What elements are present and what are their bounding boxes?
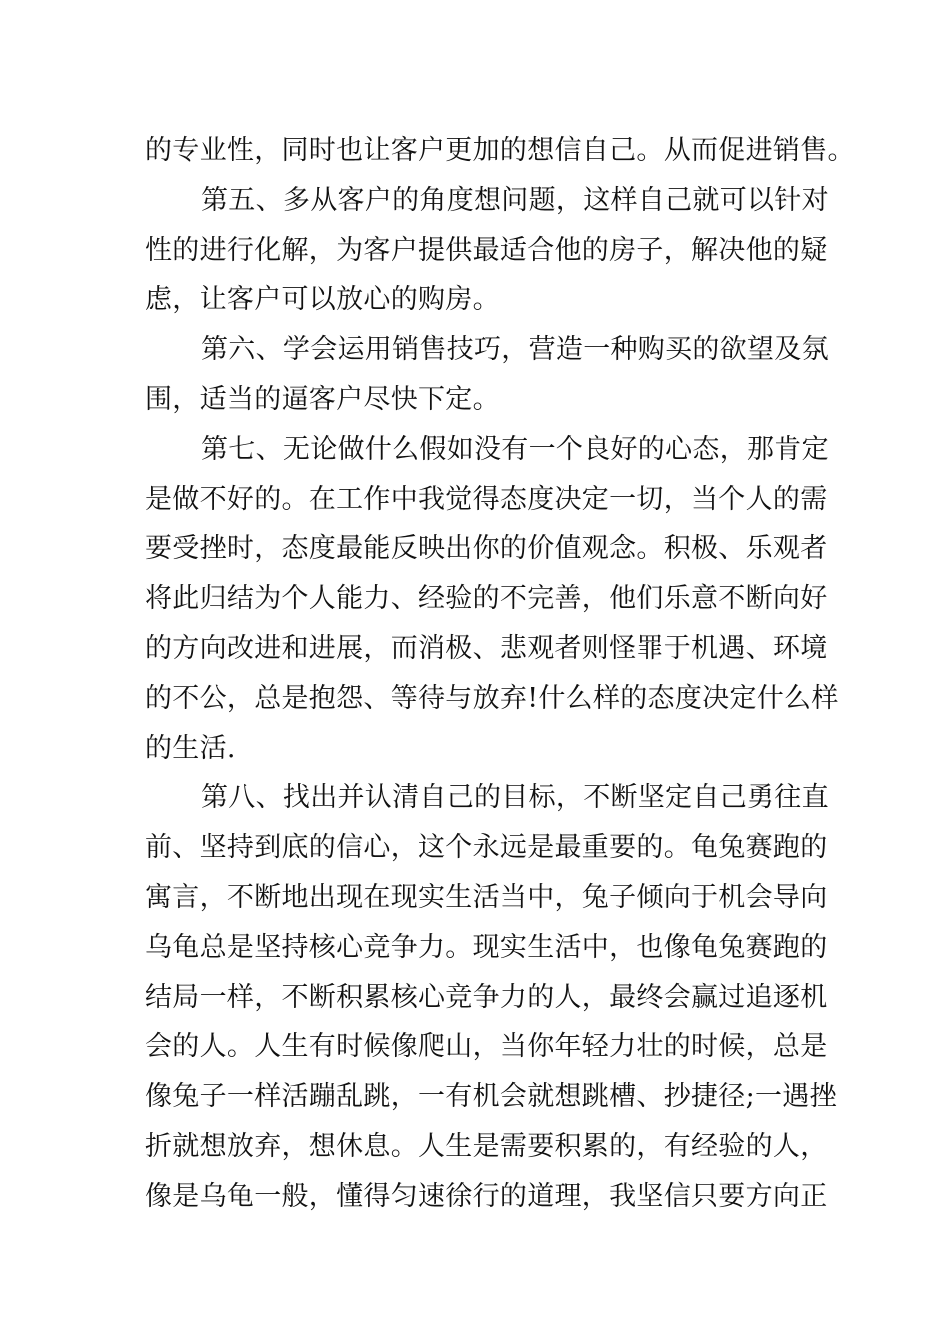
text-line: 第六、学会运用销售技巧，营造一种购买的欲望及氛 — [201, 334, 829, 366]
text-line: 像是乌龟一般，懂得匀速徐行的道理，我坚信只要方向正 — [145, 1180, 828, 1212]
text-line: 的专业性，同时也让客户更加的想信自己。从而促进销售。 — [145, 135, 855, 166]
text-line: 是做不好的。在工作中我觉得态度决定一切，当个人的需 — [145, 483, 828, 515]
text-line: 性的进行化解，为客户提供最适合他的房子，解决他的疑 — [145, 234, 828, 266]
text-line: 前、坚持到底的信心，这个永远是最重要的。龟兔赛跑的 — [145, 832, 828, 864]
body-text — [145, 126, 855, 1222]
text-line: 围，适当的逼客户尽快下定。 — [145, 383, 500, 415]
text-line: 的不公，总是抱怨、等待与放弃!什么样的态度决定什么样 — [145, 682, 839, 714]
text-line: 第八、找出并认清自己的目标，不断坚定自己勇往直 — [201, 782, 829, 814]
text-line: 像兔子一样活蹦乱跳，一有机会就想跳槽、抄捷径;一遇挫 — [145, 1081, 837, 1113]
text-line: 结局一样，不断积累核心竞争力的人，最终会赢过追逐机 — [145, 981, 828, 1013]
text-line: 乌龟总是坚持核心竞争力。现实生活中，也像龟兔赛跑的 — [145, 931, 828, 963]
text-line: 第七、无论做什么假如没有一个良好的心态，那肯定 — [201, 433, 829, 465]
text-line: 第五、多从客户的角度想问题，这样自己就可以针对 — [201, 184, 829, 216]
text-line: 的生活. — [145, 732, 236, 764]
text-line: 要受挫时，态度最能反映出你的价值观念。积极、乐观者 — [145, 533, 828, 565]
text-line: 虑，让客户可以放心的购房。 — [145, 284, 500, 316]
text-line: 会的人。人生有时候像爬山，当你年轻力壮的时候，总是 — [145, 1031, 828, 1063]
text-line: 将此归结为个人能力、经验的不完善，他们乐意不断向好 — [145, 583, 828, 615]
text-line: 折就想放弃，想休息。人生是需要积累的，有经验的人， — [145, 1130, 828, 1162]
text-line: 寓言，不断地出现在现实生活当中，兔子倾向于机会导向 — [145, 881, 828, 913]
text-line: 的方向改进和进展，而消极、悲观者则怪罪于机遇、环境 — [145, 632, 828, 664]
